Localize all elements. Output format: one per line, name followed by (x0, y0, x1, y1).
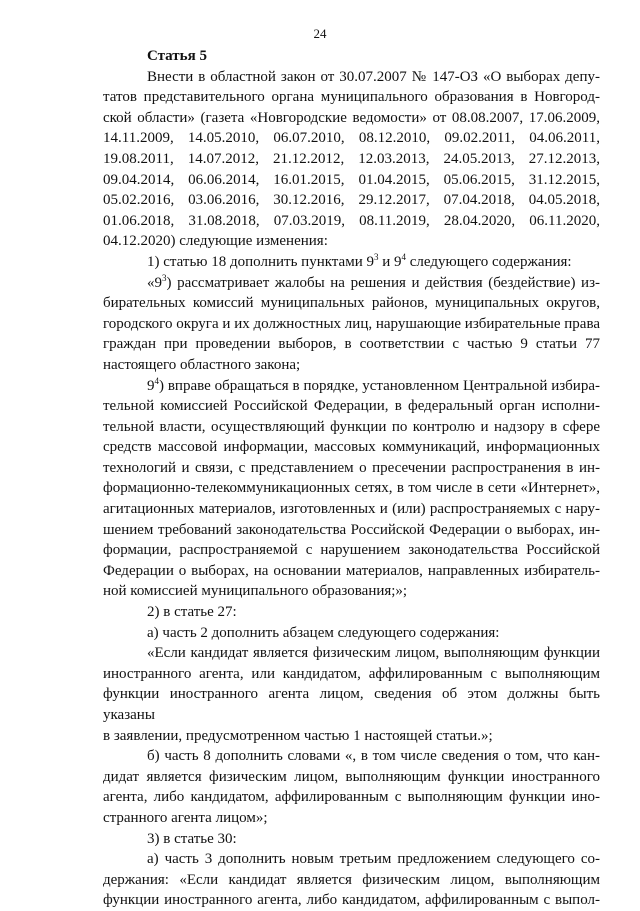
text-line: 05.02.2016, 03.06.2016, 30.12.2016, 29.12.2017, 07.04.2018, 04.05.2018, (103, 192, 600, 209)
text-line: «Если кандидат является физическим лицом, выполняющим функции (147, 645, 600, 662)
text-line: агента, либо кандидатом, аффилированным с выполняющим функции ино- (103, 789, 600, 806)
text-line: Внести в областной закон от 30.07.2007 № 147-ОЗ «О выборах депу- (147, 68, 600, 85)
item-1 (103, 252, 600, 273)
superscript: 4 (401, 251, 407, 262)
text-line: функции иностранного агента, либо кандидатом, аффилированным с выпол- (103, 892, 600, 909)
text-line: в заявлении, предусмотренном частью 1 настоящей статьи.»; (103, 727, 493, 744)
text-line: формационно-телекоммуникационных сетях, в том числе в сети «Интернет», (103, 480, 600, 497)
text-span: ) вправе обращаться в порядке, установленном Центральной избира- (159, 377, 600, 394)
document-body (103, 46, 600, 911)
item-2: 2) в статье 27: (147, 604, 237, 621)
text-line: 14.11.2009, 14.05.2010, 06.07.2010, 08.12.2010, 09.02.2011, 04.06.2011, (103, 130, 600, 147)
text-line (103, 376, 600, 397)
text-line: а) часть 3 дополнить новым третьим предложением следующего со- (147, 851, 600, 868)
item-2a: а) часть 2 дополнить абзацем следующего содержания: (147, 624, 500, 641)
text-line: татов представительного органа муниципального образования в Новгород- (103, 89, 600, 106)
quote-a (103, 643, 600, 746)
item-1-prefix: 1) статью 18 дополнить пунктами 9 (147, 253, 374, 270)
text-line: б) часть 8 дополнить словами «, в том числе сведения о том, что кан- (147, 748, 600, 765)
text-line: технологий и связи, с представлением о пресечении распространения в ин- (103, 459, 600, 476)
page-number: 24 (313, 26, 327, 41)
item-1-suffix: следующего содержания: (406, 253, 572, 270)
text-line: ной комиссией муниципального образования;»; (103, 583, 408, 600)
text-line: шением требований законодательства Российской Федерации о выборах, ин- (103, 521, 600, 538)
article-heading: Статья 5 (147, 48, 207, 64)
text-line: средств массовой информации, массовых коммуникаций, информационных (103, 439, 600, 456)
text-line: иностранного агента, или кандидатом, аффилированным с выполняющим (103, 665, 600, 682)
intro-paragraph (103, 67, 600, 252)
text-line: 09.04.2014, 06.06.2014, 16.01.2015, 01.04.2015, 05.06.2015, 31.12.2015, (103, 171, 600, 188)
text-line: граждан при проведении выборов, в соответствии с частью 9 статьи 77 (103, 336, 600, 353)
text-line: 01.06.2018, 31.08.2018, 07.03.2019, 08.11.2019, 28.04.2020, 06.11.2020, (103, 212, 600, 229)
text-line (103, 273, 600, 294)
superscript: 4 (154, 375, 159, 386)
text-line: городского округа и их должностных лиц, нарушающие избирательные права (103, 315, 600, 332)
text-line: бирательных комиссий муниципальных районов, муниципальных округов, (103, 295, 600, 312)
text-line: странного агента лицом»; (103, 809, 268, 826)
text-line: дидат является физическим лицом, выполняющим функции иностранного (103, 768, 600, 785)
text-line: формации, распространяемой с нарушением законодательства Российской (103, 542, 600, 559)
superscript: 3 (373, 251, 379, 262)
text-line: настоящего областного закона; (103, 356, 301, 373)
text-line: функции иностранного агента лицом, сведения об этом должны быть указаны (103, 686, 600, 723)
item-2b (103, 746, 600, 828)
point-9-4 (103, 376, 600, 603)
text-line: тельной власти, осуществляющий функции по контролю и надзору в сфере (103, 418, 600, 435)
point-number: 9 (147, 377, 155, 394)
text-line: ской области» (газета «Новгородские ведомости» от 08.08.2007, 17.06.2009, (103, 109, 600, 126)
text-line: держания: «Если кандидат является физическим лицом, выполняющим (103, 871, 600, 888)
text-line: агитационных материалов, изготовленных и (или) распространяемых с нару- (103, 501, 600, 518)
text-line: 04.12.2020) следующие изменения: (103, 233, 328, 250)
text-line: 19.08.2011, 14.07.2012, 21.12.2012, 12.03.2013, 24.05.2013, 27.12.2013, (103, 150, 600, 167)
point-number: «9 (147, 274, 162, 291)
item-3: 3) в статье 30: (147, 830, 237, 847)
point-9-3 (103, 273, 600, 376)
text-span: ) рассматривает жалобы на решения и действия (бездействие) из- (166, 274, 600, 291)
text-line: тельной комиссией Российской Федерации, в федеральный орган исполни- (103, 398, 600, 415)
superscript: 3 (162, 272, 167, 283)
text-line: Федерации о выборах, на основании материалов, направленных избиратель- (103, 562, 600, 579)
item-1-middle: и 9 (378, 253, 402, 270)
